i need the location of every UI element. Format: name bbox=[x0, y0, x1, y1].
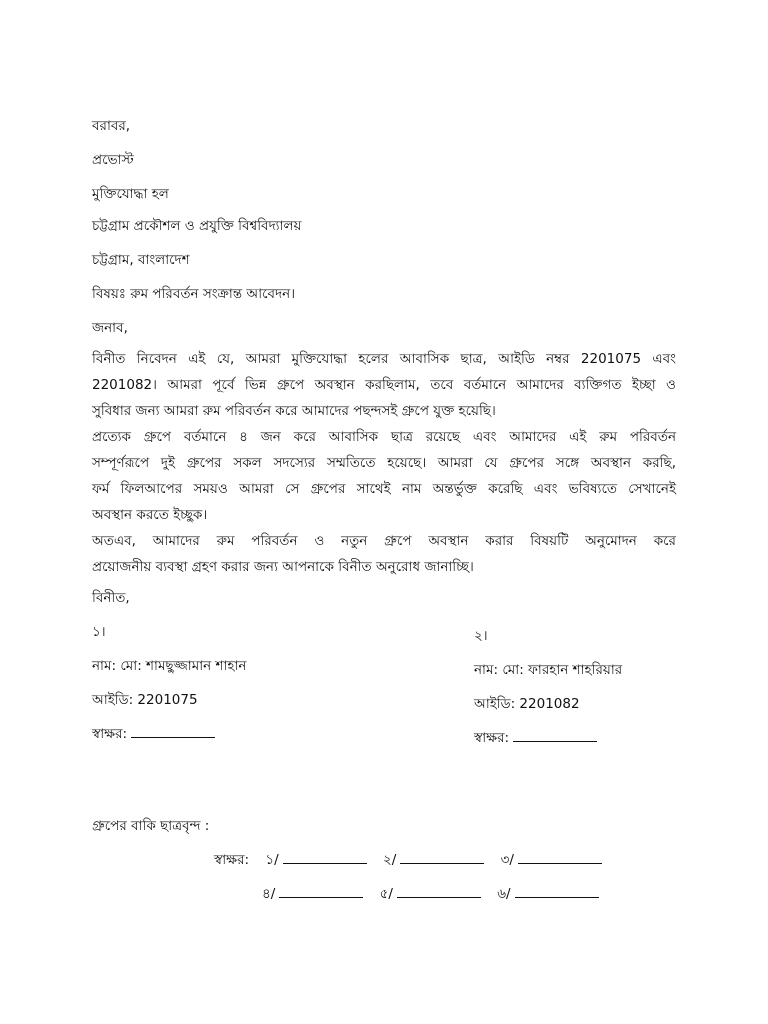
closing: বিনীত, bbox=[92, 590, 130, 606]
group-slot-6: ৬/ bbox=[497, 884, 598, 904]
id-label: আইডি: bbox=[92, 692, 134, 708]
paragraph-line: প্রত্যেক গ্রুপে বর্তমানে ৪ জন করে আবাসিক ছাত্র রয়েছে এবং আমাদের এই রুম পরিবর্তন bbox=[92, 429, 676, 445]
applicant-1-name bbox=[92, 656, 246, 676]
applicant-2-number: ২। bbox=[474, 628, 488, 644]
group-heading: গ্রুপের বাকি ছাত্রবৃন্দ : bbox=[92, 818, 210, 834]
salutation: জনাব, bbox=[92, 320, 128, 336]
paragraph-line: সুবিধার জন্য আমরা রুম পরিবর্তন করে আমাদের পছন্দসই গ্রুপে যুক্ত হয়েছি। bbox=[92, 403, 496, 419]
group-slot-5: ৫/ bbox=[380, 884, 481, 904]
signature-label: স্বাক্ষর: bbox=[92, 726, 128, 742]
applicant-1-signature bbox=[92, 724, 215, 744]
applicant-id: 2201082 bbox=[519, 696, 580, 712]
applicant-id: 2201075 bbox=[137, 692, 198, 708]
applicant-name: মো: ফারহান শাহরিয়ার bbox=[502, 662, 623, 678]
address-designation: প্রভোস্ট bbox=[92, 152, 134, 168]
paragraph-line: 2201082। আমরা পূর্বে ভিন্ন গ্রুপে অবস্থান করছিলাম, তবে বর্তমানে আমাদের ব্যক্তিগত ইচ্ছা ও bbox=[92, 377, 676, 393]
signature-blank bbox=[518, 851, 602, 864]
paragraph-line: বিনীত নিবেদন এই যে, আমরা মুক্তিযোদ্ধা হলের আবাসিক ছাত্র, আইডি নম্বর 2201075 এবং bbox=[92, 351, 676, 367]
name-label: নাম: bbox=[474, 662, 499, 678]
signature-blank bbox=[400, 851, 484, 864]
applicant-2-signature bbox=[474, 728, 597, 748]
signature-blank bbox=[513, 729, 597, 742]
signature-blank bbox=[397, 885, 481, 898]
group-signature-row-1 bbox=[214, 850, 614, 870]
applicant-name: মো: শামছুজ্জামান শাহান bbox=[120, 658, 247, 674]
signature-blank bbox=[515, 885, 599, 898]
applicant-1-id bbox=[92, 690, 198, 710]
signature-blank bbox=[279, 885, 363, 898]
applicant-2-id bbox=[474, 694, 580, 714]
signature-label: স্বাক্ষর: bbox=[474, 730, 510, 746]
group-slot-4: ৪/ bbox=[262, 884, 363, 904]
signature-blank bbox=[131, 725, 215, 738]
applicant-2-name bbox=[474, 660, 622, 680]
address-to: বরাবর, bbox=[92, 118, 131, 134]
paragraph-line: অতএব, আমাদের রুম পরিবর্তন ও নতুন গ্রুপে অবস্থান করার বিষয়টি অনুমোদন করে bbox=[92, 533, 676, 549]
body-paragraph-1 bbox=[92, 346, 676, 424]
signature-blank bbox=[283, 851, 367, 864]
applicant-1-number: ১। bbox=[92, 624, 106, 640]
name-label: নাম: bbox=[92, 658, 117, 674]
address-university: চট্টগ্রাম প্রকৌশল ও প্রযুক্তি বিশ্ববিদ্যালয় bbox=[92, 218, 302, 234]
paragraph-line: প্রয়োজনীয় ব্যবস্থা গ্রহণ করার জন্য আপনাকে বিনীত অনুরোধ জানাচ্ছি। bbox=[92, 559, 474, 575]
group-signature-label: স্বাক্ষর: bbox=[214, 852, 250, 868]
paragraph-line: ফর্ম ফিলআপের সময়ও আমরা সে গ্রুপের সাথেই নাম অন্তর্ভুক্ত করেছি এবং ভবিষ্যতে সেখানেই bbox=[92, 481, 676, 497]
address-location: চট্টগ্রাম, বাংলাদেশ bbox=[92, 252, 190, 268]
address-hall: মুক্তিযোদ্ধা হল bbox=[92, 186, 169, 202]
paragraph-line: অবস্থান করতে ইচ্ছুক। bbox=[92, 507, 208, 523]
group-slot-1: ১/ bbox=[265, 850, 366, 870]
group-slot-3: ৩/ bbox=[501, 850, 602, 870]
subject-line: বিষয়ঃ রুম পরিবর্তন সংক্রান্ত আবেদন। bbox=[92, 286, 296, 302]
group-slot-2: ২/ bbox=[383, 850, 484, 870]
group-signature-row-2 bbox=[262, 884, 611, 904]
id-label: আইডি: bbox=[474, 696, 516, 712]
body-paragraph-2 bbox=[92, 424, 676, 528]
paragraph-line: সম্পূর্ণরূপে দুই গ্রুপের সকল সদস্যের সম্মতিতে হয়েছে। আমরা যে গ্রুপের সঙ্গে অবস্থান করছি, bbox=[92, 455, 676, 471]
body-paragraph-3 bbox=[92, 528, 676, 580]
